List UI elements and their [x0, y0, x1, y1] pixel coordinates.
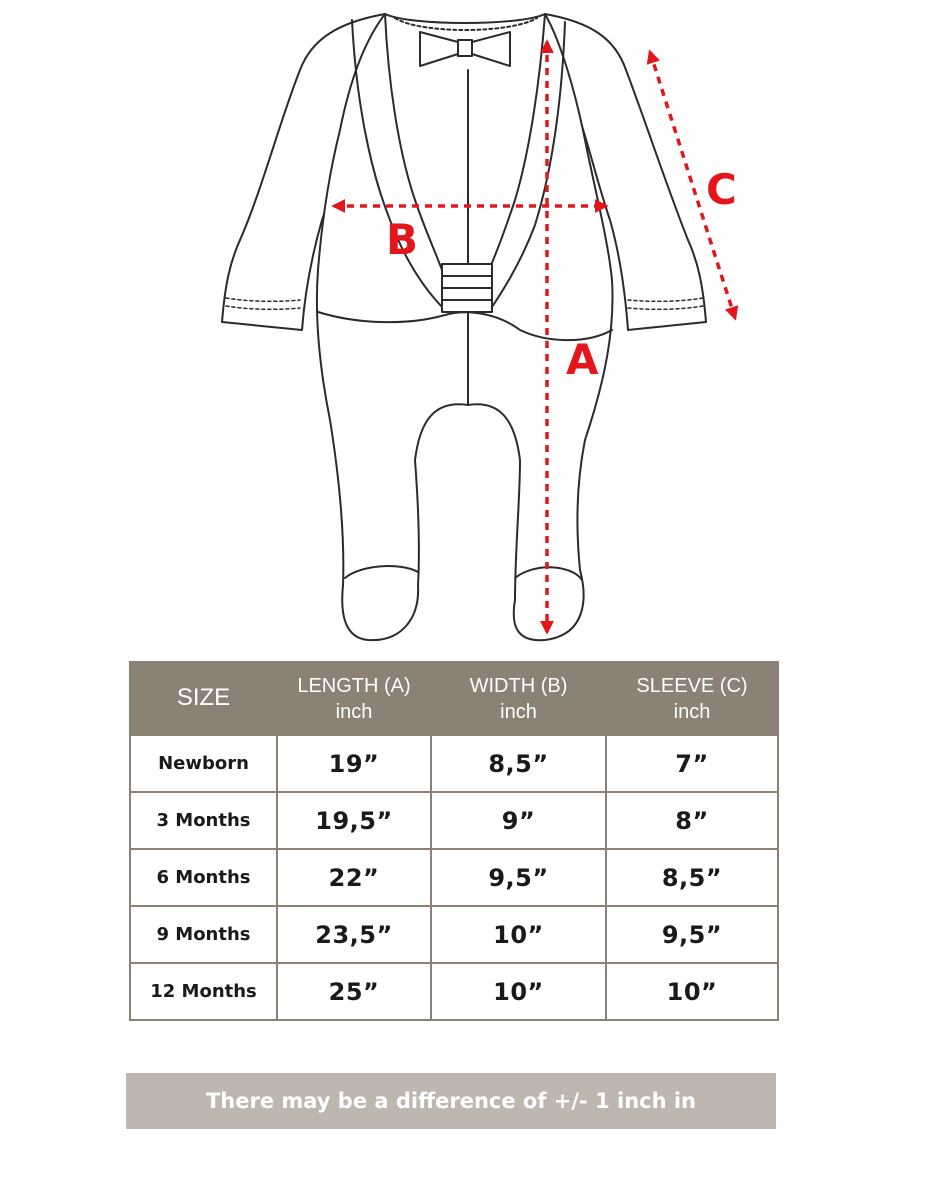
label-b: B: [386, 215, 419, 264]
table-row: [130, 792, 778, 849]
header-sleeve: SLEEVE (C) inch: [606, 662, 778, 735]
table-row: [130, 906, 778, 963]
sleeve-cell: 7”: [606, 735, 778, 792]
sleeve-cell: 8,5”: [606, 849, 778, 906]
width-cell: 10”: [431, 963, 606, 1020]
length-cell: 25”: [277, 963, 431, 1020]
length-cell: 19,5”: [277, 792, 431, 849]
width-cell: 10”: [431, 906, 606, 963]
header-width: WIDTH (B) inch: [431, 662, 606, 735]
measurement-note: There may be a difference of +/- 1 inch in measurements: [126, 1073, 776, 1129]
length-cell: 22”: [277, 849, 431, 906]
size-cell: 12 Months: [130, 963, 277, 1020]
width-cell: 9”: [431, 792, 606, 849]
table-row: [130, 849, 778, 906]
sleeve-cell: 10”: [606, 963, 778, 1020]
table-row: [130, 963, 778, 1020]
header-length: LENGTH (A) inch: [277, 662, 431, 735]
size-cell: 6 Months: [130, 849, 277, 906]
length-cell: 23,5”: [277, 906, 431, 963]
size-chart-table: [129, 661, 779, 1021]
sleeve-cell: 8”: [606, 792, 778, 849]
table-row: [130, 735, 778, 792]
size-cell: Newborn: [130, 735, 277, 792]
label-a: A: [566, 335, 599, 384]
width-cell: 9,5”: [431, 849, 606, 906]
sleeve-cell: 9,5”: [606, 906, 778, 963]
length-cell: 19”: [277, 735, 431, 792]
header-size: SIZE: [130, 662, 277, 735]
romper-outline: [222, 14, 706, 640]
table-header-row: [130, 662, 778, 735]
size-cell: 9 Months: [130, 906, 277, 963]
size-cell: 3 Months: [130, 792, 277, 849]
width-cell: 8,5”: [431, 735, 606, 792]
label-c: C: [706, 165, 737, 214]
